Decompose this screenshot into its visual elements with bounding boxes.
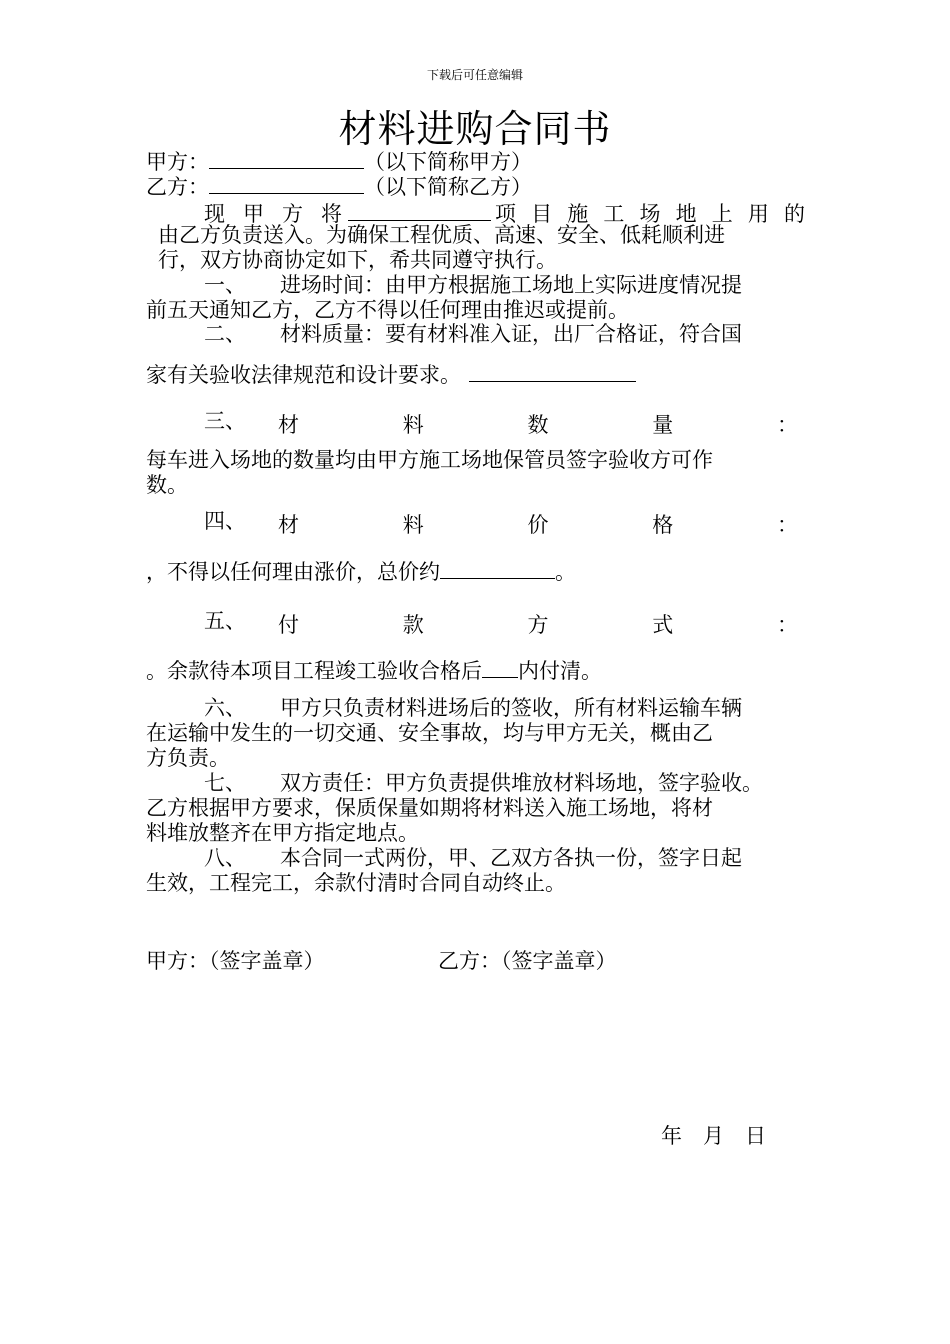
party-b-signature: 乙方：（签字盖章） bbox=[438, 949, 617, 973]
clause-2-number: 二、 bbox=[204, 322, 246, 346]
party-b-blank[interactable] bbox=[209, 173, 364, 194]
clause-5-number: 五、 bbox=[204, 609, 246, 633]
clause-3-number: 三、 bbox=[204, 409, 246, 433]
document-title: 材料进购合同书 bbox=[338, 107, 612, 151]
clause-1-number: 一、 bbox=[204, 273, 246, 297]
clause-7-line-1: 双方责任：甲方负责提供堆放材料场地，签字验收。 bbox=[280, 771, 763, 795]
intro-line-2: 由乙方负责送入。为确保工程优质、高速、安全、低耗顺利进 bbox=[158, 223, 725, 247]
party-a-line bbox=[146, 148, 532, 175]
clause-6-line-1: 甲方只负责材料进场后的签收，所有材料运输车辆 bbox=[280, 696, 742, 720]
party-b-note: （以下简称乙方） bbox=[364, 175, 532, 199]
header-note: 下载后可任意编辑 bbox=[426, 68, 523, 82]
date-month: 月 bbox=[703, 1124, 724, 1148]
clause-6-number: 六、 bbox=[204, 696, 246, 720]
intro-suffix: 项 目 施 工 场 地 上 用 的 bbox=[495, 202, 805, 226]
clause-8-line-1: 本合同一式两份，甲、乙双方各执一份，签字日起 bbox=[280, 846, 742, 870]
clause-3-line-3: 数。 bbox=[146, 473, 188, 497]
clause-3-heading: 材 料 数 量 ： bbox=[278, 413, 798, 437]
clause-8-number: 八、 bbox=[204, 846, 246, 870]
party-a-blank[interactable] bbox=[209, 148, 364, 169]
project-name-blank[interactable] bbox=[348, 200, 491, 221]
total-price-blank[interactable] bbox=[440, 558, 555, 579]
clause-8-line-2: 生效，工程完工，余款付清时合同自动终止。 bbox=[146, 871, 566, 895]
clause-2-blank[interactable] bbox=[469, 361, 636, 382]
clause-1-line-2: 前五天通知乙方，乙方不得以任何理由推迟或提前。 bbox=[146, 298, 629, 322]
clause-5-line-2: 。余款待本项目工程竣工验收合格后 内付清。 bbox=[146, 659, 602, 683]
intro-line-3: 行，双方协商协定如下，希共同遵守执行。 bbox=[158, 248, 557, 272]
clause-6-line-3: 方负责。 bbox=[146, 746, 230, 770]
clause-2-line-2: 家有关验收法律规范和设计要求。 bbox=[146, 361, 636, 388]
date-day: 日 bbox=[745, 1124, 766, 1148]
clause-3-line-2: 每车进入场地的数量均由甲方施工场地保管员签字验收方可作 bbox=[146, 448, 713, 472]
clause-7-number: 七、 bbox=[204, 771, 246, 795]
party-b-label: 乙方： bbox=[146, 175, 209, 199]
clause-4-line-2: ，不得以任何理由涨价，总价约 。 bbox=[146, 560, 576, 584]
party-b-line bbox=[146, 173, 532, 200]
clause-2-line-1: 材料质量：要有材料准入证，出厂合格证，符合国 bbox=[280, 322, 742, 346]
party-a-signature: 甲方：（签字盖章） bbox=[146, 949, 325, 973]
date-year: 年 bbox=[661, 1124, 682, 1148]
clause-4-heading: 材 料 价 格 ： bbox=[278, 513, 798, 537]
intro-prefix: 现 甲 方 将 bbox=[204, 202, 342, 226]
clause-7-line-3: 料堆放整齐在甲方指定地点。 bbox=[146, 821, 419, 845]
clause-4-number: 四、 bbox=[204, 509, 246, 533]
party-a-label: 甲方： bbox=[146, 150, 209, 174]
party-a-note: （以下简称甲方） bbox=[364, 150, 532, 174]
clause-5-heading: 付 款 方 式 ： bbox=[278, 613, 798, 637]
clause-6-line-2: 在运输中发生的一切交通、安全事故，均与甲方无关，概由乙 bbox=[146, 721, 713, 745]
clause-1-line-1: 进场时间：由甲方根据施工场地上实际进度情况提 bbox=[280, 273, 742, 297]
clause-7-line-2: 乙方根据甲方要求，保质保量如期将材料送入施工场地，将材 bbox=[146, 796, 713, 820]
payment-days-blank[interactable] bbox=[482, 657, 518, 678]
